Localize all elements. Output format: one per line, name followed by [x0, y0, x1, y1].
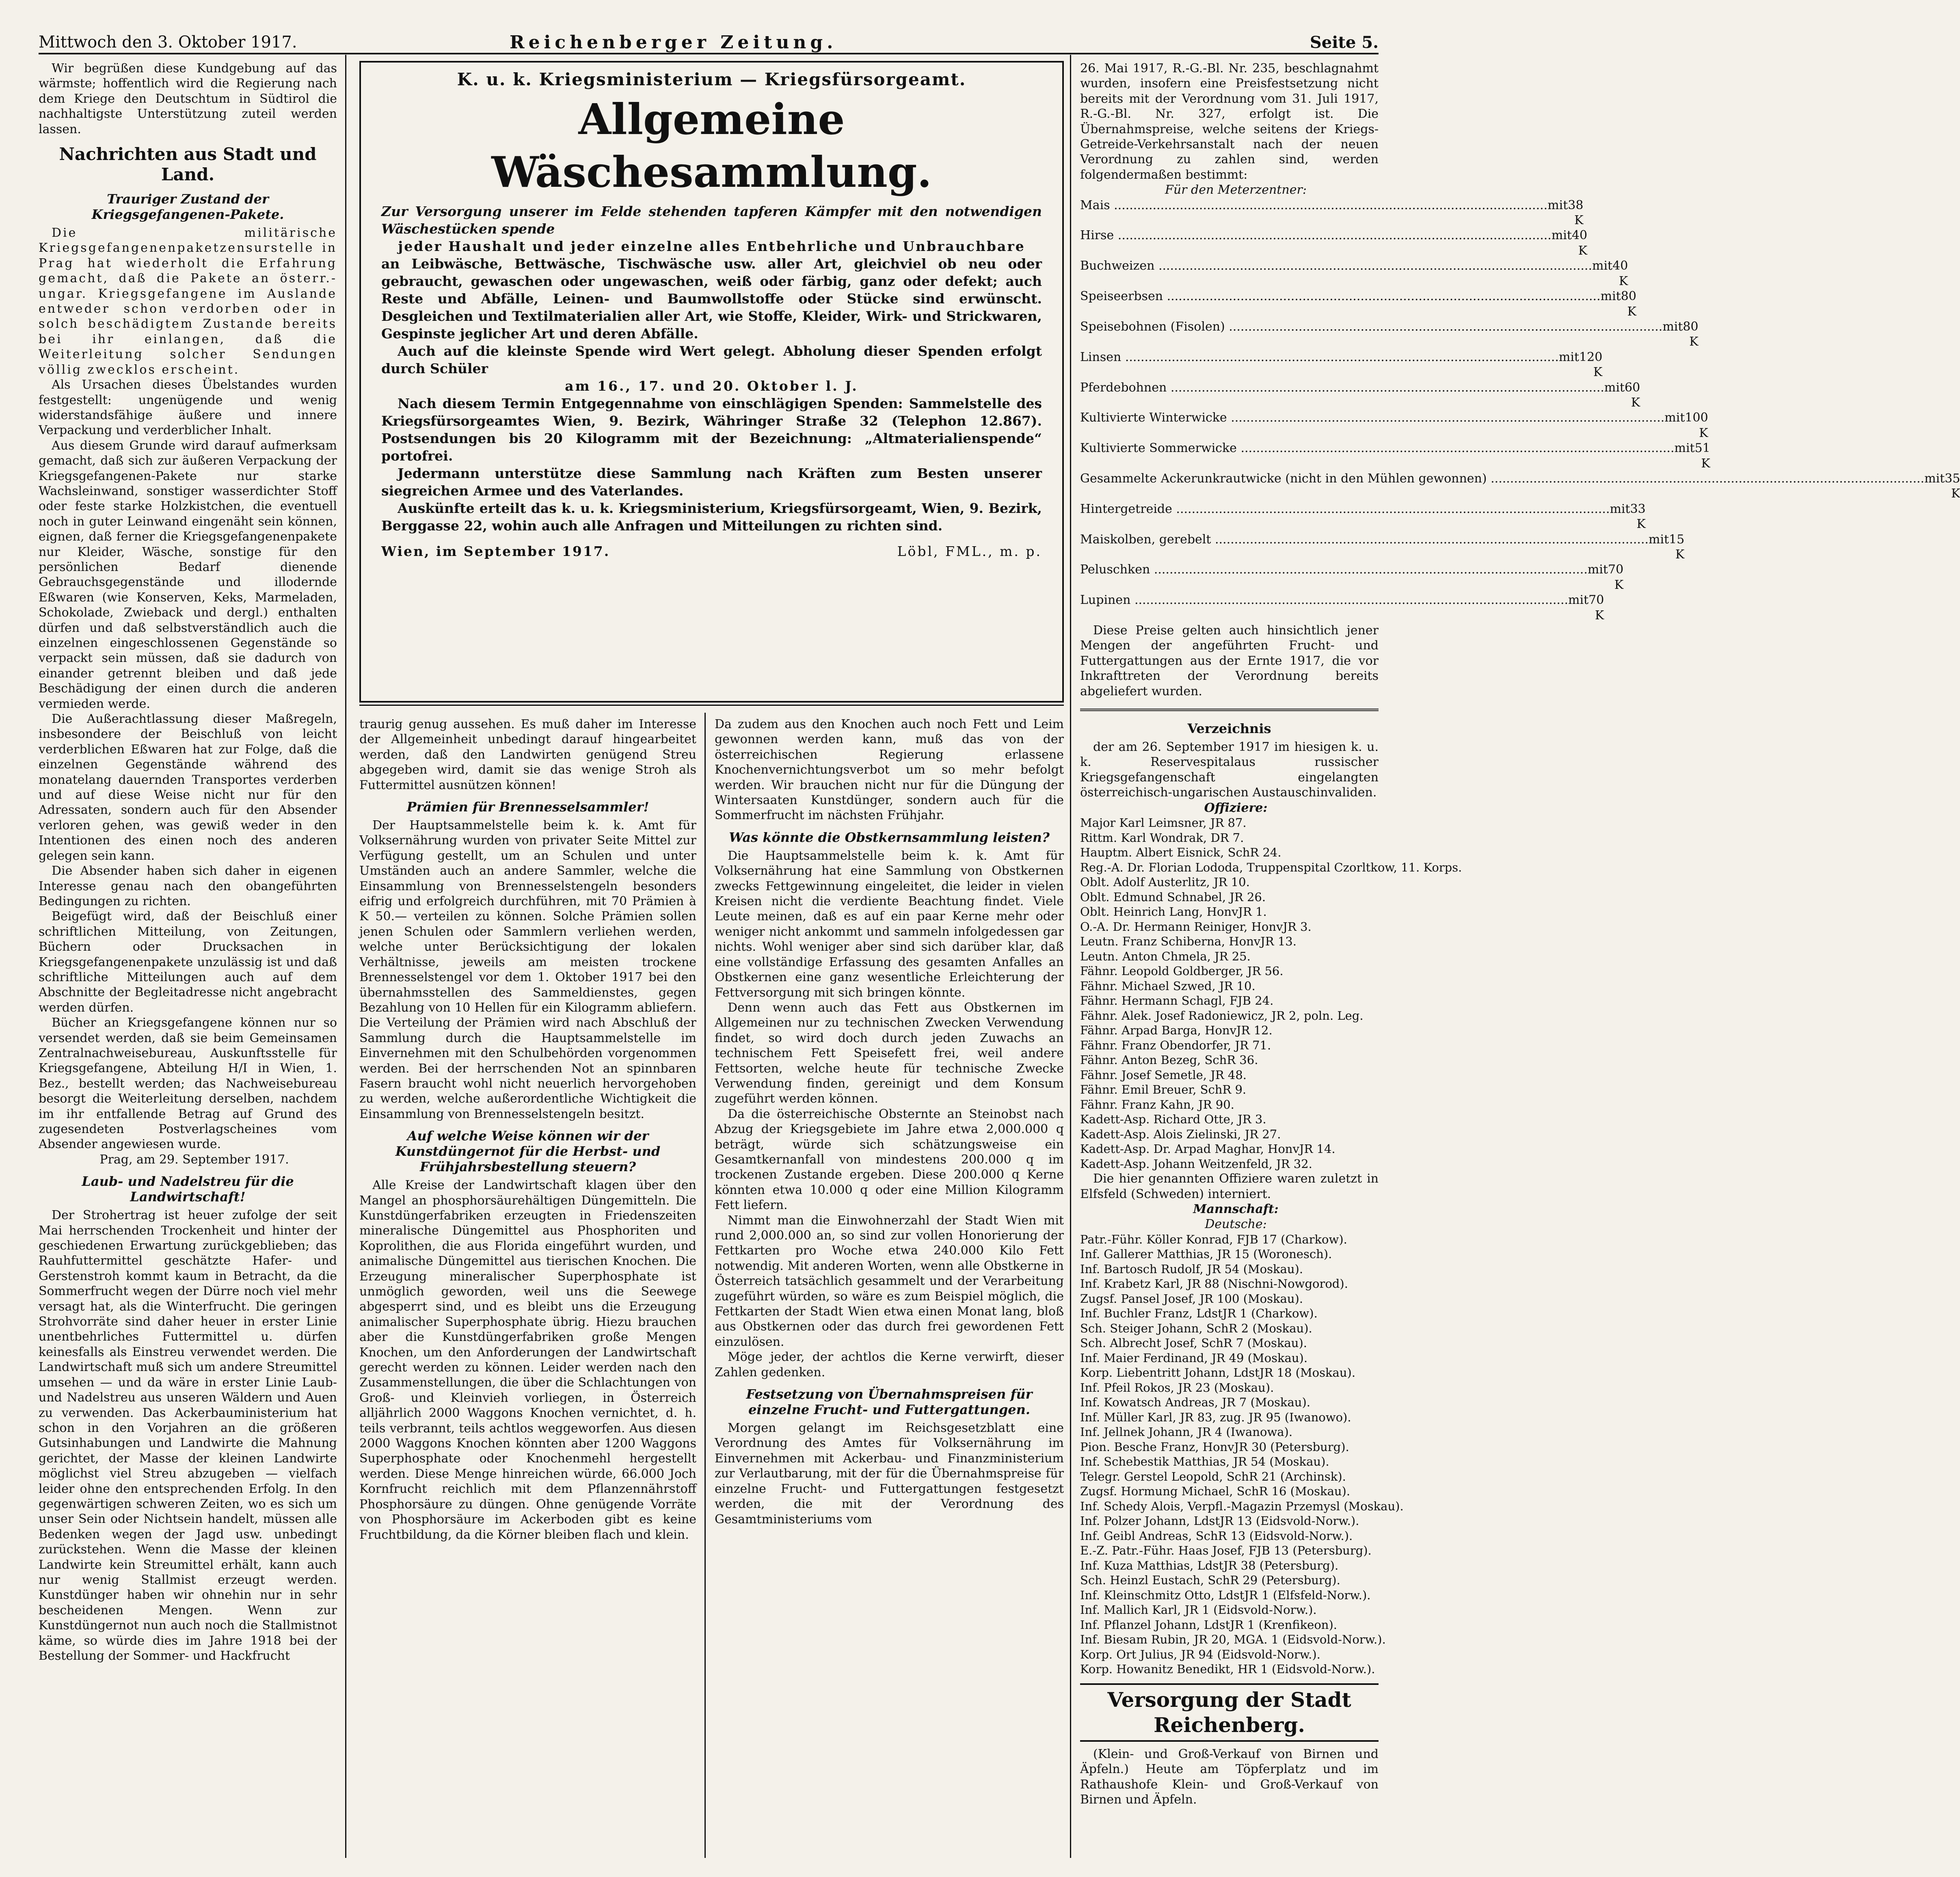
list-item: Inf. Polzer Johann, LdstJR 13 (Eidsvold-Norw.). [1080, 1514, 1359, 1528]
article-paragraph: der am 26. September 1917 im hiesigen k. u. k. Reservespitalaus russischer Kriegsgefangenschaft eingelangten österreichisch-ungarischen Austauschinvaliden. [1080, 740, 1379, 800]
article-paragraph: Morgen gelangt im Reichsgesetzblatt eine Verordnung des Amtes für Volksernährung im Einvernehmen mit Ackerbau- und Finanzministerium zur Verlautbarung, mit der für die Übernahmspreise für einzelne Frucht- und Futtergattungen festgesetzt werden, die mit der Verordnung des Gesamtministeriums vom [715, 1421, 1064, 1527]
ad-signature: Löbl, FML., m. p. [897, 543, 1042, 559]
list-item: Inf. Schebestik Matthias, JR 54 (Moskau). [1080, 1455, 1329, 1469]
price-item-value: 15 K [1669, 532, 1685, 562]
list-item: Inf. Pflanzel Johann, LdstJR 1 (Krenfikeon). [1080, 1618, 1338, 1632]
price-item-mit: mit [1600, 289, 1621, 304]
page-number: Seite 5. [1310, 33, 1379, 52]
article-paragraph: Die Absender haben sich daher in eigenen Interesse genau nach den obangeführten Bedingungen zu richten. [39, 864, 337, 908]
list-item: O.-A. Dr. Hermann Reiniger, HonvJR 3. [1080, 919, 1312, 934]
list-item: Inf. Bartosch Rudolf, JR 54 (Moskau). [1080, 1262, 1303, 1276]
price-item-value: 120 K [1579, 350, 1603, 380]
price-item-name: Hirse ..... [1080, 228, 1552, 258]
list-item: Fähnr. Franz Obendorfer, JR 71. [1080, 1038, 1271, 1052]
list-item: Sch. Steiger Johann, SchR 2 (Moskau). [1080, 1321, 1312, 1335]
list-item: Fähnr. Josef Semetle, JR 48. [1080, 1068, 1247, 1082]
ad-text: Jedermann unterstütze diese Sammlung nach Kräften zum Besten unserer siegreichen Armee und des Vaterlandes. [381, 465, 1042, 499]
newspaper-page [39, 30, 1960, 1858]
list-item: Fähnr. Anton Bezeg, SchR 36. [1080, 1053, 1258, 1067]
list-label: Deutsche: [1205, 1217, 1267, 1232]
dateline: Prag, am 29. September 1917. [99, 1152, 289, 1167]
list-item: Inf. Schedy Alois, Verpfl.-Magazin Przemysl (Moskau). [1080, 1499, 1404, 1513]
list-item: Kadett-Asp. Johann Weitzenfeld, JR 32. [1080, 1157, 1312, 1171]
list-item: Fähnr. Michael Szwed, JR 10. [1080, 979, 1256, 993]
list-item: Korp. Liebentritt Johann, LdstJR 18 (Moskau). [1080, 1366, 1356, 1380]
price-item-mit: mit [1924, 471, 1945, 486]
list-item: Hauptm. Albert Eisnick, SchR 24. [1080, 846, 1281, 860]
article-heading: Festsetzung von Übernahmspreisen für einzelne Frucht- und Futtergattungen. [746, 1386, 1033, 1418]
ad-text: (Klein- und Groß-Verkauf von Birnen und Äpfeln.) Heute am Töpferplatz und im Rathaushofe Klein- und Groß-Verkauf von Birnen und Äpfeln. [1080, 1747, 1379, 1807]
article-paragraph: Da zudem aus den Knochen auch noch Fett und Leim gewonnen werden kann, muß das von der österreichischen Regierung erlassene Knochenvernichtungsverbot um so mehr befolgt werden. Wir brauchen nicht nur für die Düngung der Wintersaaten Kunstdünger, sondern auch für die Sommerfrucht im nächsten Frühjahr. [715, 717, 1064, 823]
page-header [39, 30, 1379, 54]
list-item: Sch. Heinzl Eustach, SchR 29 (Petersburg). [1080, 1573, 1340, 1587]
list-item: Fähnr. Emil Breuer, SchR 9. [1080, 1083, 1247, 1097]
price-item-value: 40 K [1612, 259, 1628, 288]
article-paragraph: Bücher an Kriegsgefangene können nur so versendet werden, daß sie beim Gemeinsamen Zentralnachweisebureau, Auskunftsstelle für Kriegsgefangene, Abteilung H/I in Wien, 1. Bez., bestellt werden; das Nachweisebureau besorgt die Weiterleitung derselben, nachdem im ihr entfallende Betrag auf Grund des zugesendeten Postverlagscheines vom Absender angewiesen wurde. [39, 1016, 337, 1152]
article-heading: Laub- und Nadelstreu für die Landwirtschaft! [82, 1174, 294, 1205]
list-item: Fähnr. Franz Kahn, JR 90. [1080, 1097, 1234, 1111]
list-item: Inf. Maier Ferdinand, JR 49 (Moskau). [1080, 1351, 1308, 1365]
price-item-mit: mit [1662, 319, 1683, 334]
list-label: Offiziere: [1204, 800, 1268, 815]
article-paragraph: Die Hauptsammelstelle beim k. k. Amt für Volksernährung hat eine Sammlung von Obstkernen zwecks Fettgewinnung eingeleitet, die leider in vielen Kreisen nicht die verdiente Beachtung findet. Viele Leute meinen, daß es auf ein paar Kerne mehr oder weniger nicht ankommt und sammeln infolgedessen gar nichts. Wohl weniger aber sind sich darüber klar, daß eine vollständige Erfassung des gesamten Anfalles an Obstkernen eine ganz wesentliche Erleichterung der Fettversorgung mit sich bringen könnte. [715, 848, 1064, 1000]
men-list [1080, 1232, 1404, 1677]
list-item: Sch. Albrecht Josef, SchR 7 (Moskau). [1080, 1336, 1307, 1350]
ad-issuer: K. u. k. Kriegsministerium — Kriegsfürsorgeamt. [457, 69, 966, 89]
price-item-name: Peluschken ..... [1080, 562, 1588, 593]
price-item-name: Gesammelte Ackerunkrautwicke (nicht in den Mühlen gewonnen) ..... [1080, 471, 1924, 502]
intro-paragraph: Wir begrüßen diese Kundgebung auf das wärmste; hoffentlich wird die Regierung nach dem Kriege den Deutschtum in Südtirol die nachhaltigste Unterstützung zuteil werden lassen. [39, 61, 337, 136]
article-heading: Prämien für Brennesselsammler! [406, 799, 649, 815]
price-item-value: 70 K [1588, 593, 1604, 623]
price-item-value: 60 K [1625, 380, 1640, 410]
ad-dates: am 16., 17. und 20. Oktober l. J. [565, 378, 858, 394]
price-item-mit: mit [1664, 411, 1685, 425]
price-item-name: Linsen ..... [1080, 350, 1559, 380]
section-rule [1080, 709, 1379, 711]
list-item: Oblt. Heinrich Lang, HonvJR 1. [1080, 905, 1267, 919]
list-item: Inf. Biesam Rubin, JR 20, MGA. 1 (Eidsvold-Norw.). [1080, 1633, 1386, 1647]
article-paragraph: Alle Kreise der Landwirtschaft klagen über den Mangel an phosphorsäurehältigen Düngemitteln. Die Kunstdüngerfabriken erzeugten in Friedenszeiten mineralische Düngemittel aus Phosphoriten und Koprolithen, die aus Florida eingeführt wurden, und animalische Düngemittel aus tierischen Knochen. Die Erzeugung mineralischer Superphosphate ist unmöglich geworden, weil uns die Seewege abgesperrt sind, und es bleibt uns die Erzeugung animalischer Superphosphate übrig. Hiezu brauchen aber die Kunstdüngerfabriken große Mengen Knochen, um den Anforderungen der Landwirtschaft gerecht werden zu können. Leider werden nach den Zusammenstellungen, die über die Schlachtungen von Groß- und Kleinvieh vorliegen, in Österreich alljährlich 2000 Waggons Knochen vernichtet, d. h. teils verbrannt, teils achtlos weggeworfen. Aus diesen 2000 Waggons Knochen könnten aber 1200 Waggons Superphosphate oder Knochenmehl hergestellt werden. Diese Menge hinreichen würde, 66.000 Joch Kornfrucht reichlich mit dem Pflanzennährstoff Phosphorsäure zu düngen. Ohne genügende Vorräte von Phosphorsäure im Ackerboden gibt es keine Fruchtbildung, da die Körner bleiben flach und klein. [359, 1178, 696, 1542]
price-row [1080, 350, 1603, 380]
price-label: Für den Meterzentner: [1165, 183, 1307, 197]
article-paragraph: Die Außerachtlassung dieser Maßregeln, insbesondere der Beischluß von leicht verderblichen Eßwaren hat zur Folge, daß die einzelnen Gegenstände während des monatelang dauernden Transportes verderben und auf diese Weise nicht nur für den Adressaten, sondern auch für den Absender verloren gehen, was gewiß weder in den Intentionen des einen noch des anderen gelegen sein kann. [39, 712, 337, 863]
price-item-value: 100 K [1685, 411, 1708, 440]
list-item: Telegr. Gerstel Leopold, SchR 21 (Archinsk). [1080, 1469, 1346, 1483]
list-item: Rittm. Karl Wondrak, DR 7. [1080, 830, 1244, 845]
price-item-value: 35 K [1945, 471, 1960, 501]
column-rule [704, 713, 706, 1858]
newspaper-title: Reichenberger Zeitung. [510, 32, 837, 53]
list-item: Inf. Pfeil Rokos, JR 23 (Moskau). [1080, 1380, 1274, 1395]
issue-date: Mittwoch den 3. Oktober 1917. [39, 33, 297, 52]
price-item-mit: mit [1610, 502, 1630, 516]
list-item: Kadett-Asp. Richard Otte, JR 3. [1080, 1112, 1266, 1127]
ad-text: Zur Versorgung unserer im Felde stehenden tapferen Kämpfer mit den notwendigen Wäschestücken spende [381, 203, 1042, 237]
price-item-mit: mit [1551, 228, 1572, 243]
list-item: Inf. Müller Karl, JR 83, zug. JR 95 (Iwanowo). [1080, 1410, 1351, 1424]
ad-text: Nach diesem Termin Entgegennahme von einschlägigen Spenden: Sammelstelle des Kriegsfürsorgeamtes Wien, 9. Bezirk, Währinger Straße 32 (Telephon 12.867). Postsendungen bis 20 Kilogramm mit der Bezeichnung: „Altmaterialienspende“ portofrei. [381, 396, 1042, 464]
article-paragraph: 26. Mai 1917, R.-G.-Bl. Nr. 235, beschlagnahmt wurden, insofern eine Preisfestsetzung nicht bereits mit der Verordnung vom 31. Juli 1917, R.-G.-Bl. Nr. 327, erfolgt ist. Die Übernahmspreise, welche seitens der Kriegs-Getreide-Verkehrsanstalt nach der neuen Verordnung zu zahlen sind, werden folgendermaßen bestimmt: [1080, 61, 1379, 182]
section-rule [359, 705, 1064, 706]
price-item-mit: mit [1587, 562, 1608, 577]
article-paragraph: Der Hauptsammelstelle beim k. k. Amt für Volksernährung wurden von privater Seite Mittel zur Verfügung gestellt, um an Schulen und unter Umständen auch an andere Sammler, welche die Einsammlung von Brennesselstengeln besonders eifrig und erfolgreich durchführen, mit 70 Prämien à K 50.— verteilen zu können. Solche Prämien sollen jenen Schulen oder Sammlern verliehen werden, welche unter Berücksichtigung der lokalen Verhältnisse, jeweils am meisten trockene Brennesselstengel vor dem 1. Oktober 1917 bei den übernahmsstellen des Sammeldienstes, gegen Bezahlung von 10 Hellen für ein Kilogramm abliefern. Die Verteilung der Prämien wird nach Abschluß der Sammlung durch die Hauptsammelstelle im Einvernehmen mit den Schulbehörden vorgenommen werden. Bei der herrschenden Not an spinnbaren Fasern braucht wohl nicht neuerlich hervorgehoben zu werden, welche außerordentliche Wichtigkeit die Einsammlung von Brennesselstengeln besitzt. [359, 818, 696, 1121]
price-item-name: Pferdebohnen ..... [1080, 380, 1604, 411]
list-item: Kadett-Asp. Dr. Arpad Maghar, HonvJR 14. [1080, 1142, 1335, 1156]
list-item: Inf. Gallerer Matthias, JR 15 (Woronesch). [1080, 1247, 1332, 1261]
price-item-mit: mit [1592, 259, 1613, 273]
price-item-mit: mit [1558, 350, 1580, 364]
article-heading: Auf welche Weise können wir der Kunstdüngernot für die Herbst- und Frühjahrsbestellung steuern? [395, 1128, 661, 1175]
article-paragraph: Nimmt man die Einwohnerzahl der Stadt Wien mit rund 2,000.000 an, so sind zur vollen Honorierung der Fettkarten pro Woche etwa 240.000 Kilo Fett notwendig. Mit anderen Worten, wenn alle Obstkerne in Österreich tatsächlich gesammelt und der Verarbeitung zugeführt würden, so wäre es zum Beispiel möglich, die Fettkarten der Stadt Wien etwa einen Monat lang, bloß aus Obstkernen oder das durch frei gewordenen Fett einzulösen. [715, 1213, 1064, 1349]
ad-place-date: Wien, im September 1917. [381, 543, 610, 559]
ad-text: jeder Haushalt und jeder einzelne alles Entbehrliche und Unbrauchbare [398, 238, 1025, 254]
list-item: Fähnr. Alek. Josef Radoniewicz, JR 2, poln. Leg. [1080, 1008, 1364, 1023]
list-item: Zugsf. Pansel Josef, JR 100 (Moskau). [1080, 1291, 1303, 1306]
list-item: Fähnr. Arpad Barga, HonvJR 12. [1080, 1023, 1273, 1038]
price-item-mit: mit [1604, 380, 1625, 395]
column-3 [715, 717, 1064, 1856]
ad-text: Auch auf die kleinste Spende wird Wert gelegt. Abholung dieser Spenden erfolgt durch Schüler [381, 343, 1042, 376]
list-item: Korp. Ort Julius, JR 94 (Eidsvold-Norw.). [1080, 1647, 1320, 1661]
price-row [1080, 562, 1624, 593]
price-item-value: 70 K [1608, 562, 1624, 592]
column-rule [1070, 55, 1071, 1858]
price-row [1080, 593, 1604, 623]
price-item-value: 80 K [1621, 289, 1636, 319]
ad-signature-row [381, 543, 1042, 560]
article-paragraph: Beigefügt wird, daß der Beischluß einer schriftlichen Mitteilung, von Zeitungen, Büchern oder Drucksachen in Kriegsgefangenenpakete unzulässig ist und daß schriftliche Mitteilungen auch auf dem Abschnitte der Begleitadresse nicht angebracht werden dürfen. [39, 909, 337, 1015]
price-item-name: Kultivierte Winterwicke ..... [1080, 410, 1664, 441]
list-item: Inf. Mallich Karl, JR 1 (Eidsvold-Norw.). [1080, 1603, 1317, 1617]
list-item: Inf. Kuza Matthias, LdstJR 38 (Petersburg). [1080, 1558, 1339, 1572]
article-paragraph: Denn wenn auch das Fett aus Obstkernen im Allgemeinen nur zu technischen Zwecken Verwendung findet, so wird doch durch jeden Zuwachs an technischem Fett Speisefett frei, weil andere Fettsorten, welche heute für technische Zwecke Verwendung finden, gereinigt und dem Konsum zugeführt werden können. [715, 1000, 1064, 1106]
list-item: Inf. Buchler Franz, LdstJR 1 (Charkow). [1080, 1306, 1318, 1321]
article-paragraph: Möge jeder, der achtlos die Kerne verwirft, dieser Zahlen gedenken. [715, 1350, 1064, 1380]
list-item: Inf. Kowatsch Andreas, JR 7 (Moskau). [1080, 1395, 1310, 1410]
article-paragraph: Aus diesem Grunde wird darauf aufmerksam gemacht, daß sich zur äußeren Verpackung der Kriegsgefangenen-Pakete nur starke Wachsleinwand, sonstiger wasserdichter Stoff oder feste starke Holzkistchen, die eventuell noch in guter Leinwand eingenäht sein können, eignen, daß ferner die Kriegsgefangenenpakete nur Kleider, Wäsche, sonstige für den persönlichen Bedarf dienende Gebrauchsgegenstände und illodernde Eßwaren (wie Konserven, Keks, Marmeladen, Schokolade, Zwieback und dergl.) enthalten dürfen und daß selbstverständlich auch die einzelnen eingeschlossenen Gegenstände so verpackt sein müssen, daß sie dadurch von einander getrennt bleiben und daß jede Beschädigung der einen durch die anderen vermieden werde. [39, 438, 337, 711]
price-row [1080, 198, 1584, 228]
price-item-name: Speisebohnen (Fisolen) ..... [1080, 319, 1662, 350]
ad-text: an Leibwäsche, Bettwäsche, Tischwäsche usw. aller Art, gleichviel ob neu oder gebraucht, gewaschen oder ungewaschen, weiß oder färbig, ganz oder defekt; auch Reste und Abfälle, Leinen- und Baumwollstoffe oder Stücke sind erwünscht. Desgleichen und Textilmaterialien aller Art, wie Stoffe, Kleider, Wirk- und Strickwaren, Gespinste jeglicher Art und deren Abfälle. [381, 256, 1042, 342]
list-item: Patr.-Führ. Köller Konrad, FJB 17 (Charkow). [1080, 1232, 1347, 1246]
article-heading: Was könnte die Obstkernsammlung leisten? [729, 829, 1050, 845]
list-item: Oblt. Edmund Schnabel, JR 26. [1080, 890, 1266, 904]
list-item: Major Karl Leimsner, JR 87. [1080, 816, 1247, 830]
price-item-value: 38 K [1568, 198, 1584, 228]
list-item: Oblt. Adolf Austerlitz, JR 10. [1080, 875, 1250, 889]
section-heading: Nachrichten aus Stadt und Land. [59, 144, 317, 185]
list-item: Inf. Jellnek Johann, JR 4 (Iwanowa). [1080, 1425, 1293, 1439]
price-item-mit: mit [1674, 441, 1695, 456]
article-paragraph: traurig genug aussehen. Es muß daher im Interesse der Allgemeinheit unbedingt darauf hingearbeitet werden, daß den Landwirten genügend Streu abgegeben wird, damit sie das wenige Stroh als Futtermittel ausnützen können! [359, 717, 696, 792]
list-item: Inf. Geibl Andreas, SchR 13 (Eidsvold-Norw.). [1080, 1529, 1353, 1543]
price-item-name: Lupinen ..... [1080, 593, 1568, 623]
article-paragraph: Die militärische Kriegsgefangenenpaketzensurstelle in Prag hat wiederholt die Erfahrung gemacht, daß die Pakete an österr.-ungar. Kriegsgefangene im Auslande entweder schon verdorben oder in solch beschädigtem Zustande bereits bei ihr einlangen, daß die Weiterleitung solcher Sendungen völlig zwecklos erscheint. [39, 226, 337, 377]
price-item-value: 51 K [1694, 441, 1710, 471]
list-item: E.-Z. Patr.-Führ. Haas Josef, FJB 13 (Petersburg). [1080, 1544, 1372, 1558]
ad-box-waeschesammlung [359, 61, 1064, 703]
price-row [1080, 532, 1685, 562]
price-item-name: Kultivierte Sommerwicke ..... [1080, 441, 1675, 471]
ad-title: Versorgung der Stadt Reichenberg. [1080, 1683, 1379, 1742]
price-item-name: Maiskolben, gerebelt ..... [1080, 532, 1649, 562]
list-item: Korp. Howanitz Benedikt, HR 1 (Eidsvold-Norw.). [1080, 1662, 1375, 1676]
list-item: Reg.-A. Dr. Florian Lododa, Truppenspital Czorltkow, 11. Korps. [1080, 860, 1462, 874]
article-heading: Verzeichnis [1187, 721, 1271, 737]
column-2 [359, 717, 696, 1856]
article-paragraph: Als Ursachen dieses Übelstandes wurden festgestellt: ungenügende und wenig widerstandsfähige äußere und innere Verpackung und verderblicher Inhalt. [39, 378, 337, 438]
price-item-value: 33 K [1630, 502, 1646, 532]
price-row [1080, 228, 1588, 258]
ad-text: Auskünfte erteilt das k. u. k. Kriegsministerium, Kriegsfürsorgeamt, Wien, 9. Bezirk, Berggasse 22, wohin auch alle Anfragen und Mitteilungen zu richten sind. [381, 500, 1042, 534]
list-item: Zugsf. Hormung Michael, SchR 16 (Moskau). [1080, 1484, 1351, 1499]
list-item: Leutn. Franz Schiberna, HonvJR 13. [1080, 934, 1297, 949]
list-item: Pion. Besche Franz, HonvJR 30 (Petersburg). [1080, 1440, 1349, 1454]
article-paragraph: Diese Preise gelten auch hinsichtlich jener Mengen der angeführten Frucht- und Futtergattungen aus der Ernte 1917, die vor Inkrafttreten der Verordnung bereits abgeliefert wurden. [1080, 623, 1379, 698]
column-1 [39, 61, 337, 1856]
price-row [1080, 380, 1640, 411]
column-4 [1080, 61, 1960, 1856]
price-item-name: Speiseerbsen ..... [1080, 289, 1601, 319]
price-item-name: Buchweizen ..... [1080, 258, 1592, 289]
price-row [1080, 471, 1960, 502]
column-rule [345, 55, 346, 1858]
price-row [1080, 289, 1636, 319]
price-item-mit: mit [1649, 532, 1669, 547]
price-item-mit: mit [1568, 593, 1589, 608]
price-item-mit: mit [1547, 198, 1568, 212]
article-paragraph: Der Strohertrag ist heuer zufolge der seit Mai herrschenden Trockenheit und hinter der geschiedenen Erwartung zurückgeblieben; das Rauhfuttermittel geschätzte Hafer- und Gerstenstroh kommt kaum in Betracht, da die Sommerfrucht wegen der Dürre noch viel mehr versagt hat, als die Winterfrucht. Die geringen Strohvorräte sind daher heuer in erster Linie unentbehrliches Futtermittel u. dürfen keinesfalls als Einstreu verwendet werden. Die Landwirtschaft muß sich um andere Streumittel umsehen — und da wäre in erster Linie Laub- und Nadelstreu aus unseren Wäldern und Auen zu verwenden. Das Ackerbauministerium hat schon in den Vorjahren an die größeren Gutsinhabungen und Landwirte die Mahnung gerichtet, der Masse der kleinen Landwirte möglichst viel Streu abzugeben — vielfach leider ohne den entsprechenden Erfolg. In den gegenwärtigen schweren Zeiten, wo es sich um unser Sein oder Nichtsein handelt, müssen alle Bedenken wegen der Jagd usw. unbedingt zurückstehen. Wenn die Masse der kleinen Landwirte kein Streumittel erhält, kann auch nur wenig Stallmist erzeugt werden. Kunstdünger haben wir ohnehin nur in sehr bescheidenen Mengen. Wenn zur Kunstdüngernot nun auch noch die Stallmistnot käme, so würde dies im Jahre 1918 bei der Bestellung der Sommer- und Hackfrucht [39, 1208, 337, 1663]
article-paragraph: Da die österreichische Obsternte an Steinobst nach Abzug der Kriegsgebiete im Jahre etwa 2,000.000 q beträgt, würde sich schätzungsweise ein Gesamtkernanfall von mindestens 200.000 q im trockenen Zustande ergeben. Diese 200.000 q Kerne könnten etwa 10.000 q oder eine Million Kilogramm Fett liefern. [715, 1107, 1064, 1213]
list-item: Inf. Krabetz Karl, JR 88 (Nischni-Nowgorod). [1080, 1277, 1348, 1291]
ad-headline: Allgemeine Wäschesammlung. [491, 94, 932, 197]
list-item: Inf. Kleinschmitz Otto, LdstJR 1 (Elfsfeld-Norw.). [1080, 1588, 1371, 1602]
officer-list [1080, 815, 1462, 1171]
price-item-value: 40 K [1571, 228, 1588, 258]
price-row [1080, 502, 1646, 532]
price-item-name: Mais ..... [1080, 198, 1547, 228]
article-paragraph: Die hier genannten Offiziere waren zuletzt in Elfsfeld (Schweden) interniert. [1080, 1172, 1379, 1201]
article-heading: Trauriger Zustand der Kriegsgefangenen-Pakete. [91, 191, 284, 223]
price-item-name: Hintergetreide ..... [1080, 502, 1610, 532]
price-row [1080, 410, 1708, 441]
list-item: Fähnr. Leopold Goldberger, JR 56. [1080, 964, 1284, 978]
price-item-value: 80 K [1683, 319, 1699, 349]
price-row [1080, 441, 1710, 471]
list-label: Mannschaft: [1193, 1202, 1279, 1216]
list-item: Kadett-Asp. Alois Zielinski, JR 27. [1080, 1127, 1281, 1141]
price-row [1080, 258, 1628, 289]
price-row [1080, 319, 1699, 350]
list-item: Leutn. Anton Chmela, JR 25. [1080, 949, 1251, 963]
list-item: Fähnr. Hermann Schagl, FJB 24. [1080, 994, 1274, 1008]
price-list [1080, 198, 1960, 623]
